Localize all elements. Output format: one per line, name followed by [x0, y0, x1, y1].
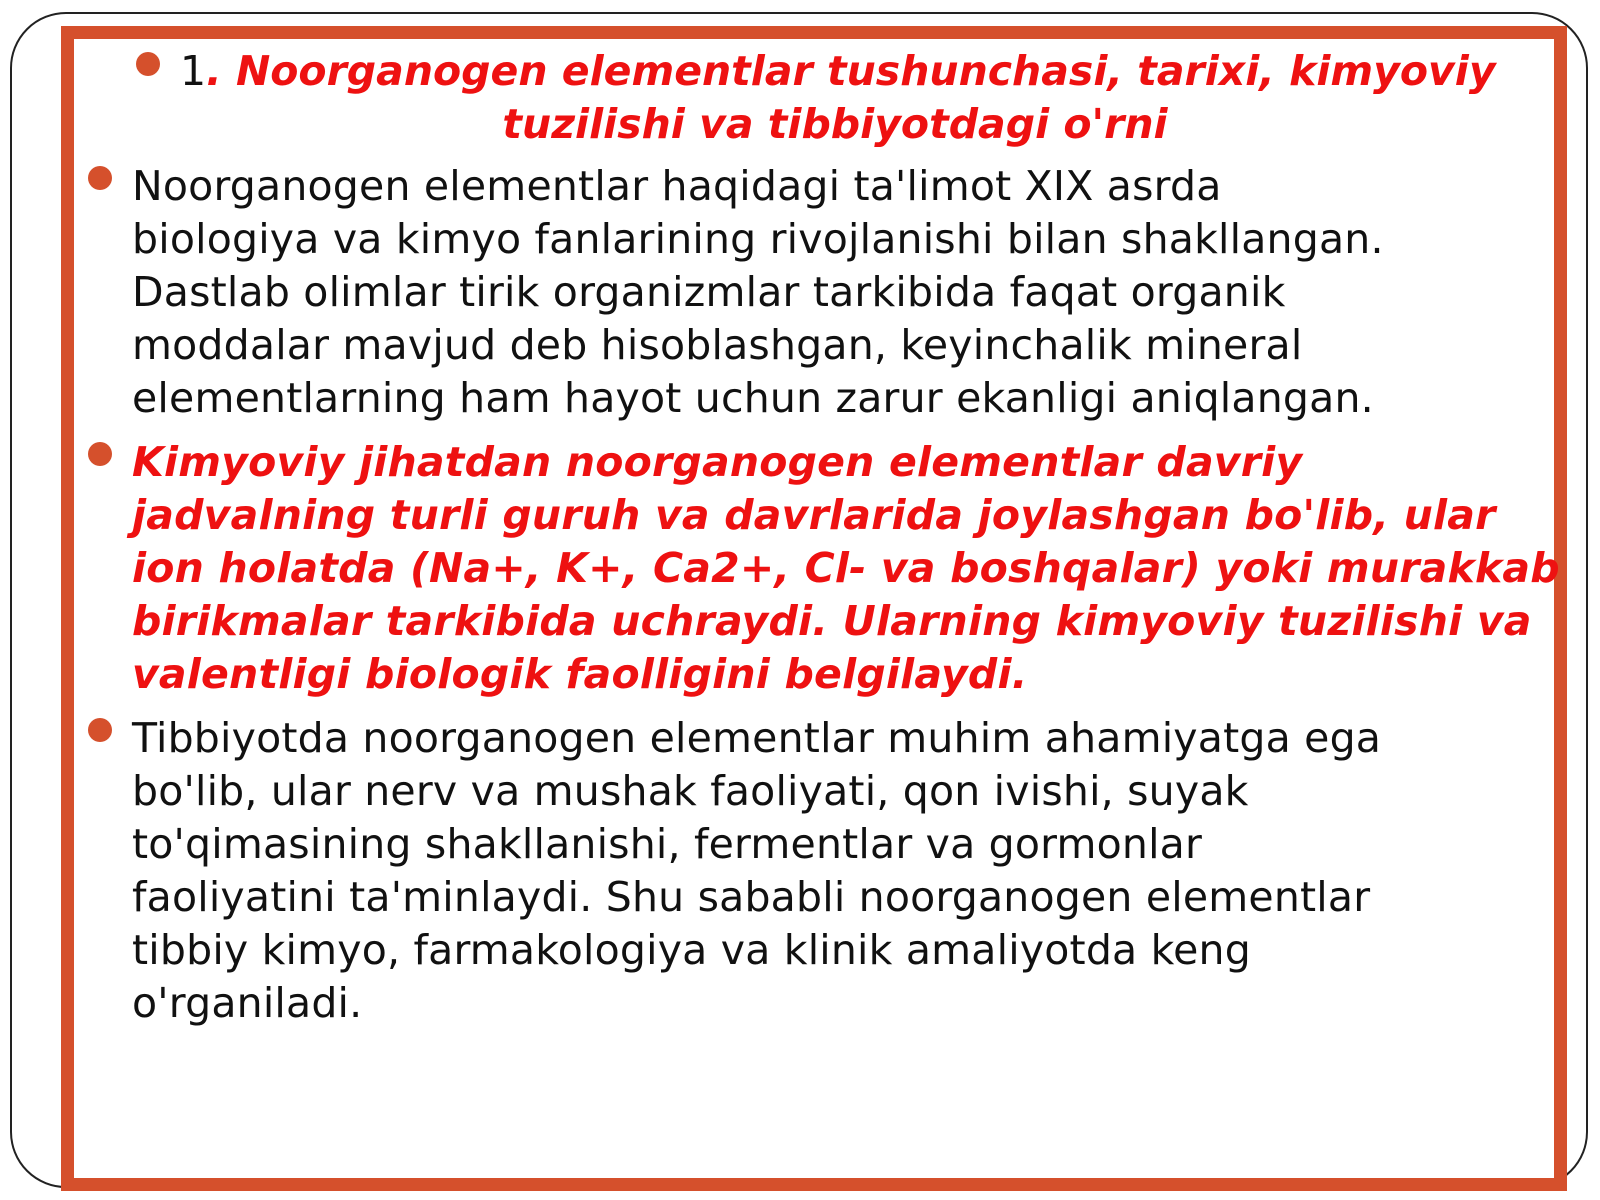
paragraph-2-bullet-icon	[88, 442, 112, 466]
paragraph-3-line: tibbiy kimyo, farmakologiya va klinik amaliyotda keng	[132, 926, 1251, 974]
title-bullet-icon	[136, 52, 160, 76]
paragraph-2-line: jadvalning turli guruh va davrlarida joylashgan bo'lib, ular	[132, 491, 1496, 539]
paragraph-1-line: biologiya va kimyo fanlarining rivojlanishi bilan shakllangan.	[132, 215, 1384, 263]
paragraph-2	[132, 436, 1560, 701]
paragraph-1-line: Dastlab olimlar tirik organizmlar tarkibida faqat organik	[132, 268, 1286, 316]
title-line-1	[180, 45, 1496, 98]
paragraph-3-bullet-icon	[88, 718, 112, 742]
paragraph-2-line: valentligi biologik faolligini belgilaydi.	[132, 650, 1028, 698]
paragraph-1-line: Noorganogen elementlar haqidagi ta'limot XIX asrda	[132, 162, 1222, 210]
paragraph-3	[132, 712, 1381, 1030]
title-line-2: tuzilishi va tibbiyotdagi o'rni	[502, 100, 1168, 148]
paragraph-3-line: bo'lib, ular nerv va mushak faoliyati, qon ivishi, suyak	[132, 767, 1249, 815]
paragraph-3-line: o'rganiladi.	[132, 979, 363, 1027]
title-number: 1	[180, 47, 207, 95]
paragraph-1-line: elementlarning ham hayot uchun zarur ekanligi aniqlangan.	[132, 374, 1374, 422]
paragraph-1-line: moddalar mavjud deb hisoblashgan, keyinchalik mineral	[132, 321, 1303, 369]
paragraph-3-line: to'qimasining shakllanishi, fermentlar va gormonlar	[132, 820, 1203, 868]
paragraph-3-line: Tibbiyotda noorganogen elementlar muhim ahamiyatga ega	[132, 714, 1382, 762]
slide-title	[180, 45, 1496, 151]
paragraph-1-bullet-icon	[88, 166, 112, 190]
paragraph-1	[132, 160, 1384, 425]
paragraph-3-line: faoliyatini ta'minlaydi. Shu sababli noorganogen elementlar	[132, 873, 1371, 921]
title-text-1: . Noorganogen elementlar tushunchasi, tarixi, kimyoviy	[206, 47, 1496, 95]
paragraph-2-line: birikmalar tarkibida uchraydi. Ularning kimyoviy tuzilishi va	[132, 597, 1532, 645]
paragraph-2-line: Kimyoviy jihatdan noorganogen elementlar davriy	[132, 438, 1303, 486]
paragraph-2-line: ion holatda (Na+, K+, Ca2+, Cl- va boshqalar) yoki murakkab	[132, 544, 1560, 592]
